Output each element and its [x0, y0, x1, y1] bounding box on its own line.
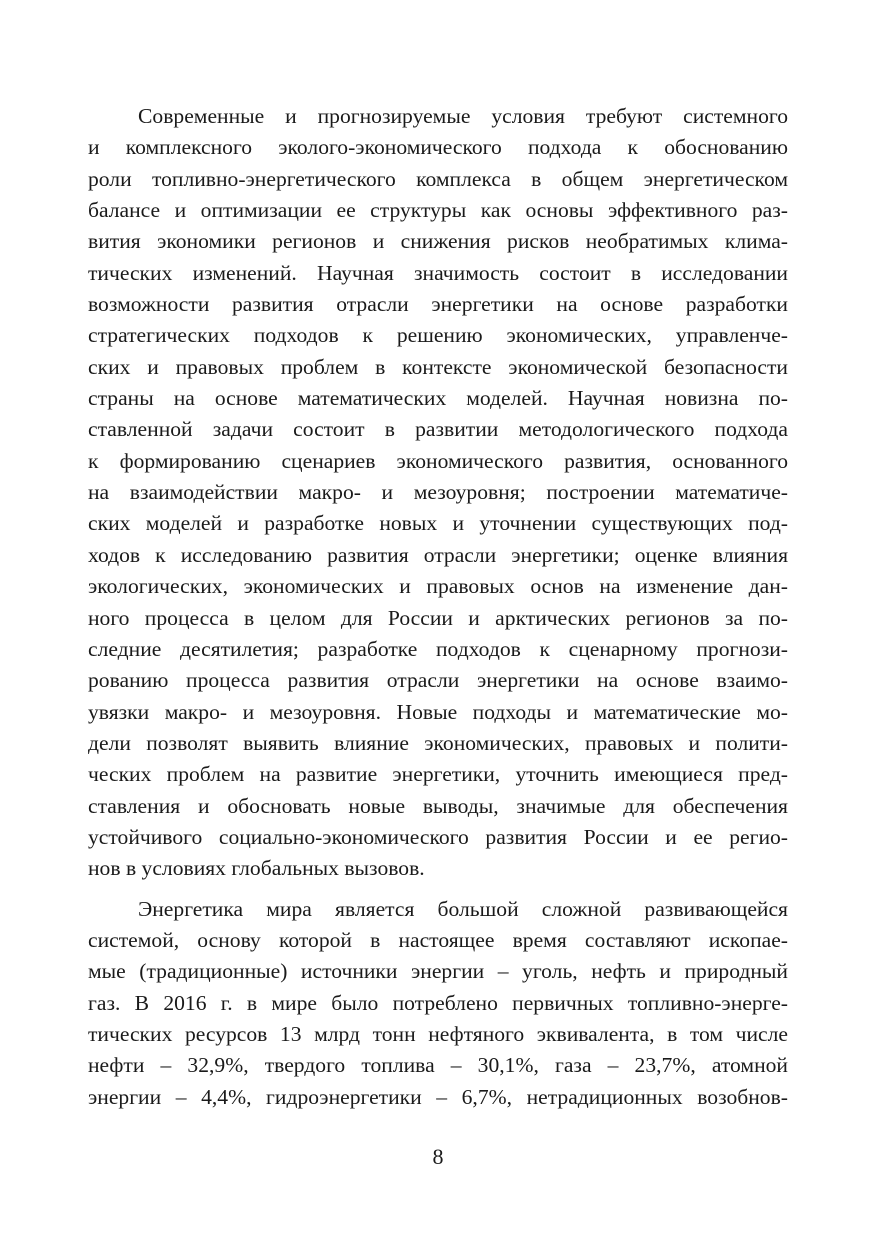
- text-line: балансе и оптимизации ее структуры как основы эффективного раз-: [88, 198, 788, 223]
- text-line: ставления и обосновать новые выводы, значимые для обеспечения: [88, 793, 788, 818]
- text-line: стратегических подходов к решению экономических, управленче-: [88, 323, 788, 348]
- paragraph-2: [88, 894, 788, 1113]
- text-line: системой, основу которой в настоящее время составляют ископае-: [88, 927, 788, 952]
- text-line: следние десятилетия; разработке подходов к сценарному прогнози-: [88, 636, 788, 661]
- text-line: тических изменений. Научная значимость состоит в исследовании: [88, 260, 788, 285]
- text-line: страны на основе математических моделей. Научная новизна по-: [88, 386, 788, 411]
- text-line: Энергетика мира является большой сложной развивающейся: [138, 896, 788, 921]
- text-line: рованию процесса развития отрасли энергетики на основе взаимо-: [88, 668, 788, 693]
- text-line: тических ресурсов 13 млрд тонн нефтяного эквивалента, в том числе: [88, 1021, 788, 1046]
- body-text: [88, 101, 788, 1113]
- text-line: нов в условиях глобальных вызовов.: [88, 856, 425, 881]
- text-line: и комплексного эколого-экономического подхода к обоснованию: [88, 135, 788, 160]
- text-line: увязки макро- и мезоуровня. Новые подходы и математические мо-: [88, 699, 788, 724]
- text-line: ских моделей и разработке новых и уточнении существующих под-: [88, 511, 788, 536]
- page-number: 8: [432, 1144, 444, 1169]
- text-line: ходов к исследованию развития отрасли энергетики; оценке влияния: [88, 542, 788, 567]
- text-line: Современные и прогнозируемые условия требуют системного: [138, 104, 788, 128]
- text-line: к формированию сценариев экономического развития, основанного: [88, 448, 788, 473]
- text-line: энергии – 4,4%, гидроэнергетики – 6,7%, нетрадиционных возобнов-: [88, 1084, 788, 1109]
- text-line: нефти – 32,9%, твердого топлива – 30,1%, газа – 23,7%, атомной: [88, 1053, 788, 1078]
- text-line: роли топливно-энергетического комплекса в общем энергетическом: [88, 166, 788, 191]
- text-line: устойчивого социально-экономического развития России и ее регио-: [88, 824, 788, 849]
- text-line: ного процесса в целом для России и арктических регионов за по-: [88, 605, 788, 630]
- text-line: мые (традиционные) источники энергии – уголь, нефть и природный: [88, 959, 788, 984]
- text-line: на взаимодействии макро- и мезоуровня; построении математиче-: [88, 480, 788, 505]
- paragraph-1: [88, 101, 788, 885]
- paragraph-spacer: [88, 885, 788, 894]
- text-line: газ. В 2016 г. в мире было потреблено первичных топливно-энерге-: [88, 990, 788, 1015]
- text-line: дели позволят выявить влияние экономических, правовых и полити-: [88, 730, 788, 755]
- text-line: ческих проблем на развитие энергетики, уточнить имеющиеся пред-: [88, 762, 788, 787]
- text-line: ских и правовых проблем в контексте экономической безопасности: [88, 354, 788, 379]
- text-line: возможности развития отрасли энергетики на основе разработки: [88, 292, 788, 317]
- text-line: вития экономики регионов и снижения рисков необратимых клима-: [88, 229, 788, 254]
- text-line: экологических, экономических и правовых основ на изменение дан-: [88, 574, 788, 599]
- text-line: ставленной задачи состоит в развитии методологического подхода: [88, 417, 788, 442]
